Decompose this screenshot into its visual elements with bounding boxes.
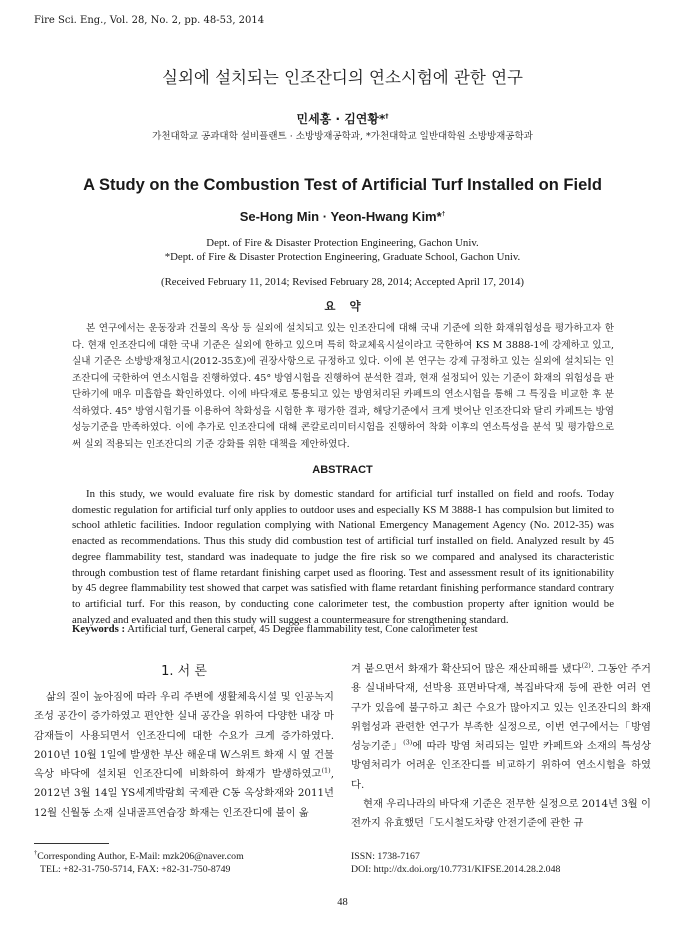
footnote-mark: † [34,849,38,857]
intro-text-continued: , 2012년 3월 14일 YS세계박람회 국제관 C동 옥상화재와 2011년 12월 신월동 소재 실내골프연습장 화재는 인조잔디에 불이 옮 [34,768,334,819]
footnote-rule [34,843,109,844]
intro-left-column [34,688,334,823]
footnote-contact [34,850,244,876]
intro-paragraph [351,660,651,795]
english-authors [0,209,685,224]
received-dates: (Received February 11, 2014; Revised February 28, 2014; Accepted April 17, 2014) [160,276,524,288]
journal-citation: Fire Sci. Eng., Vol. 28, No. 2, pp. 48-53, 2014 [34,15,265,26]
intro-text: 삶의 질이 높아짐에 따라 우리 주변에 생활체육시설 및 인공녹지조성 공간이 증가하였고 편안한 실내 공간을 위하여 다양한 내장 마감재들이 사용되면서 인조잔디에 대한 수요가 크게 증가하였다. 2010년 10월 1일에 발생한 부산 해운대 W스위트 화재 시 옆 건물 옥상 바닥에 설치된 인조잔디에 비화하여 화재가 발생하였고 [34,691,334,781]
keywords-text: Artificial turf, General carpet, 45 Degree flammability test, Cone calorimeter test [127,623,478,635]
korean-title: 실외에 설치되는 인조잔디의 연소시험에 관한 연구 [162,68,523,87]
korean-abstract-heading: 요약 [324,299,375,313]
intro-paragraph-2: 현재 우리나라의 바닥재 기준은 전무한 실정으로 2014년 3월 이전까지 유효했던「도시철도차량 안전기준에 관한 규 [351,798,651,830]
affiliation-line-2: *Dept. of Fire & Disaster Protection Engineering, Graduate School, Gachon Univ. [164,251,521,263]
reference-mark: (3) [403,738,413,747]
keywords-label: Keywords : [72,623,126,635]
english-title: A Study on the Combustion Test of Artificial Turf Installed on Field [83,176,602,194]
abstract-text: In this study, we would evaluate fire risk by domestic standard for artificial turf installed on field and roofs. Today domestic regulation for artificial turf only applies to outdoor uses and especially KS M 3888-1 has compulsion but limited to school athletic facilities. Indoor regulation complying with National Emergency Management Agency (No. 2012-35) was enacted as recommendations. Thus this study did combustion test of artificial turf installed on field. Analyzed result by 45 degree flammability test, standard was inadequate to judge the fire risk so we compared and analysed its characteristic through combustion test of flame retardant finishing carpet used as flooring. Test and assessment result of its ignitionability by 45 degree flammability test showed that carpet was satisfied with flame retardant finishing performance standard contrary to artificial turf. For this reason, by conducting cone calorimeter test, the combustion property after ignition would be analyzed and evaluated and then this study will suggest a countermeasure for strengthening standard. [72,488,614,626]
corresponding-author [34,850,244,863]
footnote-ids [351,850,560,876]
doi: DOI: http://dx.doi.org/10.7731/KIFSE.2014.28.2.048 [351,864,561,876]
korean-abstract-text: 본 연구에서는 운동장과 건물의 옥상 등 실외에 설치되고 있는 인조잔디에 대해 국내 기준에 의한 화재위험성을 평가하고자 한다. 현재 인조잔디에 대한 국내 기준은 실외에 한하고 있으며 특히 학교체육시설이라고 국한하여 KS M 3888-1에 강제하고 있고, 실내 기준은 소방방재청고시(2012-35호)에 권장사항으로 규정하고 있다. 이에 본 연구는 강제 규정하고 있는 실외에 설치되는 인조잔디에 국한하여 연소시험을 진행하였다. 45° 방염시험을 진행하여 분석한 결과, 현재 설정되어 있는 기준이 화재의 위험성을 판단하기에 매우 미흡함을 확인하였다. 이에 바닥재로 통용되고 있는 방염처리된 카페트의 연소시험을 통해 그 특징을 비교한 후 분석하였다. 45° 방염시험기를 이용하여 착화성을 시험한 후 평가한 결과, 해당기준에서 크게 벗어난 인조잔디와 달리 카페트는 방염성능기준을 만족하였다. 이에 추가로 인조잔디에 대해 콘칼로리미터시험을 진행하여 착화 이후의 연소특성을 분석 및 평가함으로써 실외 적용되는 인조잔디의 기준 강화를 위한 대책을 제안하였다. [72,323,614,450]
abstract-heading: ABSTRACT [312,464,373,476]
english-affiliation [0,236,685,264]
korean-affiliation: 가천대학교 공과대학 설비플랜트 · 소방방재공학과, *가천대학교 일반대학원 소방방재공학과 [152,131,533,142]
intro-text: 겨 붙으면서 화재가 확산되어 많은 재산피해를 냈다 [351,663,582,675]
intro-text: . 그동안 주거용 실내바닥재, 선박용 표면바닥재, 복집바닥재 등에 관한 여러 연구가 있음에 불구하고 최근 수요가 많아지고 있는 인조잔디의 화재위험성과 관련한 연구가 부족한 실정으로, 이번 연구에서는「방염성능기준」 [351,663,651,753]
tel-fax: TEL: +82-31-750-5714, FAX: +82-31-750-8749 [40,864,231,876]
section-title: 1. 서 론 [161,664,207,679]
corresponding-email: Corresponding Author, E-Mail: mzk206@naver.com [37,851,244,862]
korean-author-names: 민세홍 · 김연황* [296,112,386,126]
english-author-names: Se-Hong Min · Yeon-Hwang Kim* [239,209,442,224]
issn: ISSN: 1738-7167 [351,851,420,862]
intro-text: 에 따라 방염 처리되는 일반 카페트와 소재의 특성상 방염처리가 어려운 인조잔디를 비교하기 위하여 연소시험을 하였다. [351,740,651,791]
keywords [72,623,614,635]
korean-authors [0,110,685,127]
affiliation-line-1: Dept. of Fire & Disaster Protection Engineering, Gachon Univ. [206,237,479,249]
corresponding-mark: † [441,210,446,218]
reference-mark: (1) [321,766,331,775]
page-number: 48 [337,897,348,908]
reference-mark: (2) [581,661,591,670]
intro-right-column [351,660,651,834]
corresponding-mark: † [385,112,389,120]
